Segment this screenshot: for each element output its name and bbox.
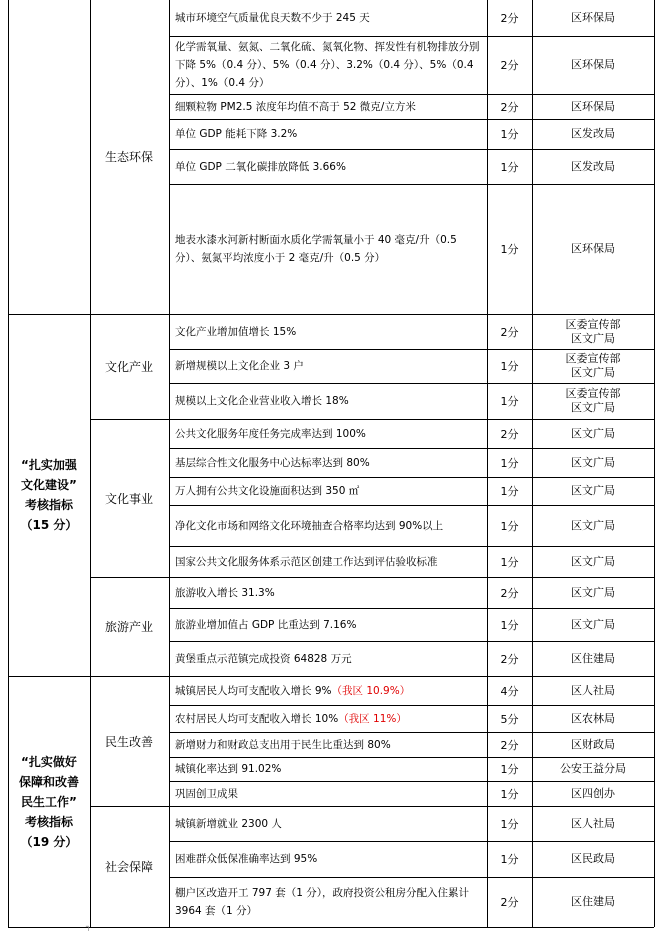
score-cell: 2分 <box>500 59 519 72</box>
dept-name: 区文广局 <box>571 518 615 532</box>
score-cell: 1分 <box>500 787 519 801</box>
dept-name: 区环保局 <box>571 11 615 24</box>
dept-cell <box>532 149 654 184</box>
indicator-text-wrap <box>175 710 407 728</box>
indicator-cell <box>169 149 487 184</box>
dept-cell <box>532 477 654 505</box>
indicator-text: 万人拥有公共文化设施面积达到 350 ㎡ <box>175 485 360 497</box>
section-title <box>8 455 90 535</box>
section-title-line: 民生工作” <box>21 794 77 809</box>
dept-name: 区住建局 <box>571 895 615 908</box>
score-cell: 1分 <box>500 618 519 632</box>
indicator-text-wrap <box>175 553 438 571</box>
score-cell: 1分 <box>500 360 519 373</box>
indicator-text: 城市环境空气质量优良天数不少于 245 天 <box>175 12 370 24</box>
indicator-cell <box>169 841 487 877</box>
dept-name: 区人社局 <box>571 683 615 697</box>
section-title-line: （15 分） <box>20 518 78 532</box>
indicator-text: 单位 GDP 能耗下降 3.2% <box>175 128 298 140</box>
grid-vline <box>654 0 655 927</box>
indicator-cell <box>169 806 487 841</box>
indicator-text-wrap <box>175 850 317 868</box>
score-cell: 1分 <box>500 128 519 141</box>
indicator-cell <box>169 757 487 781</box>
subgroup-name: 旅游产业 <box>104 620 153 634</box>
section-title-line: “扎实做好 <box>21 754 77 769</box>
indicator-text: 公共文化服务年度任务完成率达到 100% <box>175 427 366 440</box>
indicator-text-wrap <box>175 884 481 920</box>
dept-cell <box>532 0 654 36</box>
section-title <box>8 752 90 852</box>
score-cell: 2分 <box>500 100 519 114</box>
indicator-text: 困难群众低保准确率达到 95% <box>175 853 318 865</box>
indicator-text: 单位 GDP 二氧化碳排放降低 3.66% <box>175 160 346 173</box>
dept-cell <box>532 676 654 705</box>
indicator-cell <box>169 505 487 546</box>
dept-cell <box>532 184 654 314</box>
dept-cell <box>532 877 654 927</box>
dept-name: 区发改局 <box>571 127 615 140</box>
section-title-line: 考核指标 <box>24 498 73 512</box>
section-title-line: 文化建设” <box>21 478 77 492</box>
dept-name: 区人社局 <box>571 816 615 830</box>
section-title-line: 考核指标 <box>24 814 73 829</box>
dept-cell <box>532 841 654 877</box>
dept-cell <box>532 546 654 577</box>
dept-name: 区委宣传部 <box>565 317 621 331</box>
dept-cell <box>532 419 654 448</box>
dept-cell <box>532 806 654 841</box>
dept-name: 区环保局 <box>571 58 615 71</box>
dept-name: 区环保局 <box>571 99 615 113</box>
score-cell: 1分 <box>500 243 519 256</box>
indicator-text-wrap <box>175 650 352 668</box>
dept-cell <box>532 119 654 149</box>
indicator-text-wrap <box>175 425 366 443</box>
dept-cell <box>532 757 654 781</box>
section-title-line: 保障和改善 <box>18 774 79 789</box>
indicator-cell <box>169 781 487 806</box>
indicator-text: 国家公共文化服务体系示范区创建工作达到评估验收标准 <box>175 555 438 568</box>
indicator-cell <box>169 119 487 149</box>
dept-name: 区住建局 <box>571 651 615 665</box>
subgroup-name: 文化事业 <box>104 491 153 506</box>
indicator-cell <box>169 314 487 349</box>
indicator-cell <box>169 419 487 448</box>
indicator-cell <box>169 577 487 608</box>
indicator-text: 地表水漆水河新村断面水质化学需氧量小于 40 毫克/升（0.5 分）、氨氮平均浓度小于 2 毫克/升（0.5 分） <box>175 234 457 264</box>
score-cell: 2分 <box>500 652 519 666</box>
indicator-text: 巩固创卫成果 <box>175 787 238 800</box>
dept-cell <box>532 36 654 94</box>
score-cell: 5分 <box>500 712 519 726</box>
dept-name: 区文广局 <box>571 585 615 599</box>
indicator-text-wrap <box>175 38 481 92</box>
grid-hline <box>8 676 90 677</box>
indicator-cell <box>169 36 487 94</box>
dept-cell <box>532 349 654 383</box>
indicator-text-wrap <box>175 616 356 634</box>
indicator-cell <box>169 608 487 641</box>
indicator-text-wrap <box>175 785 238 803</box>
dept-cell <box>532 505 654 546</box>
indicator-text: 城镇新增就业 2300 人 <box>175 817 282 830</box>
dept-name: 区委宣传部 <box>565 387 621 400</box>
dept-name: 区文广局 <box>571 366 615 379</box>
dept-name: 区四创办 <box>571 786 615 800</box>
indicator-text-wrap <box>175 158 346 176</box>
dept-cell <box>532 608 654 641</box>
indicator-cell <box>169 383 487 419</box>
grid-hline <box>8 314 90 315</box>
dept-name: 区财政局 <box>571 737 615 751</box>
indicator-text-wrap <box>175 231 481 267</box>
indicator-text: 净化文化市场和网络文化环境抽查合格率均达到 90%以上 <box>175 519 444 532</box>
subgroup-name: 生态环保 <box>104 149 153 164</box>
subgroup-name: 文化产业 <box>104 360 153 374</box>
indicator-text-wrap <box>175 323 296 341</box>
score-cell: 2分 <box>500 325 519 339</box>
score-cell: 4分 <box>500 684 519 698</box>
indicator-text: 旅游业增加值占 GDP 比重达到 7.16% <box>175 618 357 631</box>
score-cell: 2分 <box>500 738 519 752</box>
indicator-text-wrap <box>175 482 359 500</box>
score-cell: 1分 <box>500 160 519 174</box>
indicator-cell <box>169 0 487 36</box>
indicator-cell <box>169 641 487 676</box>
indicator-text-wrap <box>175 392 349 410</box>
grid-hline <box>8 927 654 928</box>
dept-cell <box>532 383 654 419</box>
dept-cell <box>532 641 654 676</box>
dept-name: 区发改局 <box>571 159 615 173</box>
score-cell: 1分 <box>500 456 519 470</box>
dept-name: 区文广局 <box>571 484 615 497</box>
indicator-text-wrap <box>175 760 281 778</box>
dept-cell <box>532 314 654 349</box>
grid-vline <box>8 0 9 4</box>
dept-cell <box>532 577 654 608</box>
indicator-text-wrap <box>175 357 304 375</box>
score-cell: 1分 <box>500 555 519 569</box>
dept-name: 区文广局 <box>571 554 615 568</box>
dept-cell <box>532 448 654 477</box>
dept-name: 区文广局 <box>571 617 615 631</box>
indicator-note: （我区 11%） <box>338 712 407 725</box>
score-cell: 1分 <box>500 395 519 408</box>
indicator-text: 文化产业增加值增长 15% <box>175 325 297 338</box>
indicator-cell <box>169 877 487 927</box>
dept-name: 区委宣传部 <box>565 352 621 365</box>
score-cell: 2分 <box>500 586 519 600</box>
dept-cell <box>532 732 654 757</box>
dept-name: 区农林局 <box>571 711 615 725</box>
indicator-cell <box>169 94 487 119</box>
subgroup-name: 民生改善 <box>104 734 153 749</box>
score-cell: 1分 <box>500 485 519 498</box>
dept-name: 公安王益分局 <box>560 762 626 775</box>
indicator-text-wrap <box>175 815 282 833</box>
dept-name: 区文广局 <box>571 455 615 469</box>
page-corner-mark: ┐ <box>86 922 91 931</box>
indicator-text-wrap <box>175 584 275 602</box>
indicator-text: 新增财力和财政总支出用于民生比重达到 80% <box>175 738 391 751</box>
indicator-cell <box>169 349 487 383</box>
indicator-text: 城镇居民人均可支配收入增长 9% <box>175 684 332 697</box>
section-title-line: “扎实加强 <box>21 458 77 472</box>
indicator-text: 新增规模以上文化企业 3 户 <box>175 360 304 372</box>
indicator-cell <box>169 184 487 314</box>
indicator-text-wrap <box>175 736 391 754</box>
score-cell: 1分 <box>500 763 519 776</box>
dept-cell <box>532 781 654 806</box>
indicator-text-wrap <box>175 125 297 143</box>
indicator-text-wrap <box>175 682 410 700</box>
indicator-text: 城镇化率达到 91.02% <box>175 763 282 775</box>
score-cell: 1分 <box>500 817 519 831</box>
indicator-cell <box>169 705 487 732</box>
score-cell: 2分 <box>500 427 519 441</box>
indicator-note: （我区 10.9%） <box>331 684 411 697</box>
indicator-cell <box>169 448 487 477</box>
indicator-cell <box>169 477 487 505</box>
indicator-text: 棚户区改造开工 797 套（1 分），政府投资公租房分配入住累计 3964 套（1 分） <box>175 887 469 917</box>
dept-name: 区环保局 <box>571 242 615 255</box>
dept-name: 区民政局 <box>571 852 615 865</box>
indicator-text: 化学需氧量、氨氮、二氧化硫、氮氧化物、挥发性有机物排放分别下降 5%（0.4 分）、5%（0.4 分）、3.2%（0.4 分）、5%（0.4 分）、1%（0.4 分） <box>175 41 480 89</box>
indicator-text-wrap <box>175 517 443 535</box>
indicator-text-wrap <box>175 98 416 116</box>
dept-name: 区文广局 <box>571 426 615 440</box>
score-cell: 1分 <box>500 519 519 533</box>
subgroup-name: 社会保障 <box>104 860 153 874</box>
indicator-text-wrap <box>175 454 370 472</box>
dept-name: 区文广局 <box>571 401 615 414</box>
indicator-cell <box>169 676 487 705</box>
dept-cell <box>532 705 654 732</box>
indicator-text: 基层综合性文化服务中心达标率达到 80% <box>175 456 370 469</box>
indicator-text: 规模以上文化企业营业收入增长 18% <box>175 395 349 407</box>
indicator-text: 细颗粒物 PM2.5 浓度年均值不高于 52 微克/立方米 <box>175 100 416 113</box>
score-cell: 2分 <box>500 896 519 909</box>
score-cell: 1分 <box>500 853 519 866</box>
indicator-text: 农村居民人均可支配收入增长 10% <box>175 712 339 725</box>
indicator-text-wrap <box>175 9 370 27</box>
indicator-text: 旅游收入增长 31.3% <box>175 586 275 599</box>
section-title-line: （19 分） <box>20 834 78 849</box>
score-cell: 2分 <box>500 12 519 25</box>
indicator-text: 黄堡重点示范镇完成投资 64828 万元 <box>175 652 352 665</box>
dept-name: 区文广局 <box>571 331 615 345</box>
dept-cell <box>532 94 654 119</box>
indicator-cell <box>169 546 487 577</box>
indicator-cell <box>169 732 487 757</box>
